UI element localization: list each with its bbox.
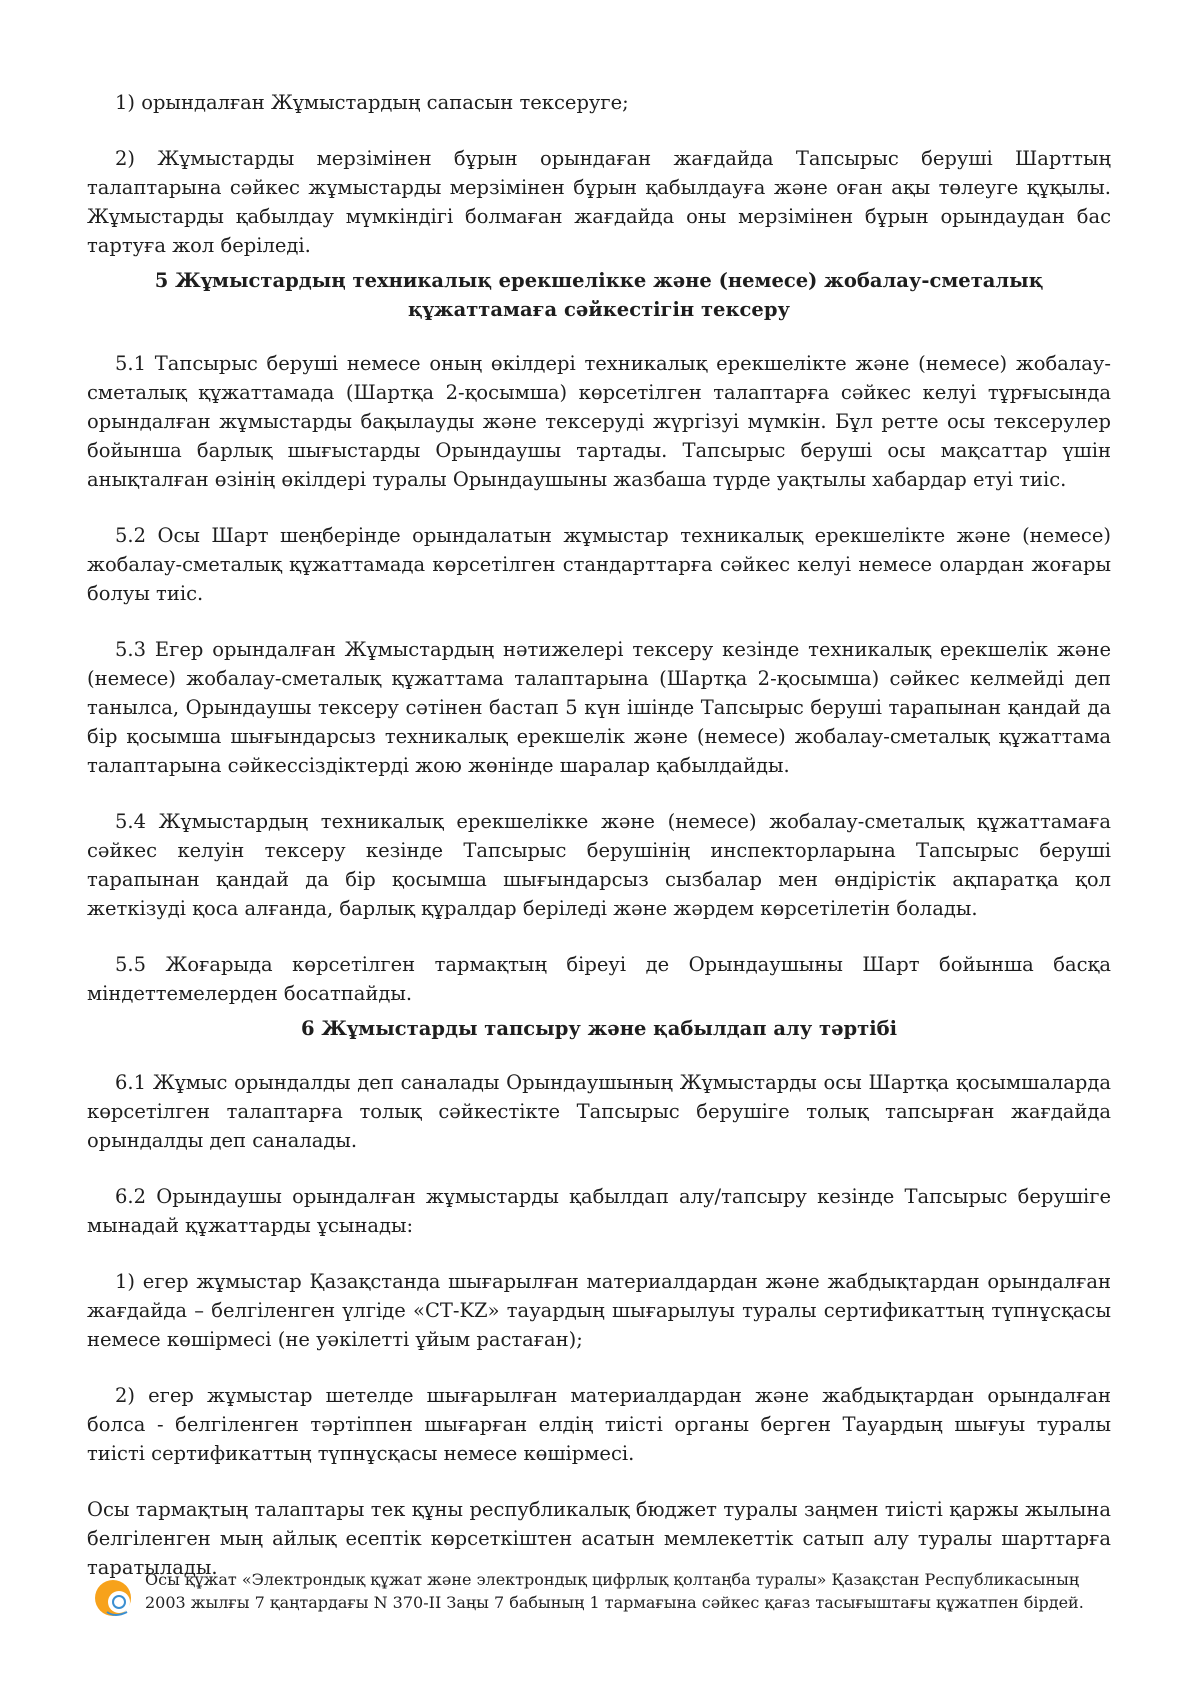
- paragraph-5-3: 5.3 Егер орындалған Жұмыстардың нәтижелері тексеру кезінде техникалық ерекшелік және (немесе) жобалау-сметалық құжаттама талаптарына (Шартқа 2-қосымша) сәйкес келмейді деп танылса, Орындаушы тексеру сәтінен бастап 5 күн ішінде Тапсырыс беруші тарапынан қандай да бір қосымша шығындарсыз техникалық ерекшелік және (немесе) жобалау-сметалық құжаттама талаптарына сәйкессіздіктерді жою жөнінде шаралар қабылдайды.: [87, 638, 1111, 777]
- paragraph-5-1: 5.1 Тапсырыс беруші немесе оның өкілдері техникалық ерекшелікте және (немесе) жобалау-сметалық құжаттамада (Шартқа 2-қосымша) көрсетілген талаптарға сәйкес келуі тұрғысында орындалған жұмыстарды бақылауды және тексеруді жүргізуі мүмкін. Бұл ретте осы тексерулер бойынша барлық шығыстарды Орындаушы тартады. Тапсырыс беруші осы мақсаттар үшін анықталған өзінің өкілдері туралы Орындаушыны жазбаша түрде уақтылы хабардар етуі тиіс.: [87, 352, 1111, 491]
- list-item-2: 2) егер жұмыстар шетелде шығарылған материалдардан және жабдықтардан орындалған болса - белгіленген тәртіппен шығарған елдің тиісті органы берген Тауардың шығуы туралы тиісті сертификаттың түпнұсқасы немесе көшірмесі.: [87, 1384, 1111, 1465]
- section-6-heading: 6 Жұмыстарды тапсыру және қабылдап алу тәртібі: [300, 1017, 898, 1040]
- paragraph-5-2: 5.2 Осы Шарт шеңберінде орындалатын жұмыстар техникалық ерекшелікте және (немесе) жобалау-сметалық құжаттамада көрсетілген стандарттарға сәйкес келуі немесе олардан жоғары болуы тиіс.: [87, 524, 1111, 605]
- list-item-1: 1) егер жұмыстар Қазақстанда шығарылған материалдардан және жабдықтардан орындалған жағдайда – белгіленген үлгіде «СТ-KZ» тауардың шығарылуы туралы сертификаттың түпнұсқасы немесе көшірмесі (не уәкілетті ұйым растаған);: [87, 1270, 1111, 1351]
- paragraph-early-completion: 2) Жұмыстарды мерзімінен бұрын орындаған жағдайда Тапсырыс беруші Шарттың талаптарына сәйкес жұмыстарды мерзімінен бұрын қабылдауға және оған ақы төлеуге құқылы. Жұмыстарды қабылдау мүмкіндігі болмаған жағдайда оны мерзімінен бұрын орындаудан бас тартуға жол беріледі.: [87, 147, 1111, 257]
- footer-legal-text: Осы құжат «Электрондық құжат және электрондық цифрлық қолтаңба туралы» Қазақстан Республикасының 2003 жылғы 7 қаңтардағы N 370-II Заңы 7 бабының 1 тармағына сәйкес қағаз тасығыштағы құжатпен бірдей.: [145, 1570, 1084, 1612]
- egov-sun-logo-icon: [93, 1578, 139, 1624]
- paragraph-5-4: 5.4 Жұмыстардың техникалық ерекшелікке және (немесе) жобалау-сметалық құжаттамаға сәйкес келуін тексеру кезінде Тапсырыс берушінің инспекторларына Тапсырыс беруші тарапынан қандай да бір қосымша шығындарсыз сызбалар мен өндірістік ақпаратқа қол жеткізуді қоса алғанда, барлық құралдар беріледі және жәрдем көрсетілетін болады.: [87, 810, 1111, 920]
- paragraph-check-quality: 1) орындалған Жұмыстардың сапасын тексеруге;: [115, 91, 629, 114]
- document-page: [87, 88, 1111, 1582]
- paragraph-6-1: 6.1 Жұмыс орындалды деп саналады Орындаушының Жұмыстарды осы Шартқа қосымшаларда көрсетілген талаптарға толық сәйкестікте Тапсырыс берушіге толық тапсырған жағдайда орындалды деп саналады.: [87, 1071, 1111, 1152]
- paragraph-6-2: 6.2 Орындаушы орындалған жұмыстарды қабылдап алу/тапсыру кезінде Тапсырыс берушіге мынадай құжаттарды ұсынады:: [87, 1185, 1111, 1237]
- paragraph-5-5: 5.5 Жоғарыда көрсетілген тармақтың біреуі де Орындаушыны Шарт бойынша басқа міндеттемелерден босатпайды.: [87, 953, 1111, 1005]
- paragraph-closing: Осы тармақтың талаптары тек құны республикалық бюджет туралы заңмен тиісті қаржы жылына белгіленген мың айлық есептік көрсеткіштен асатын мемлекеттік сатып алу туралы шарттарға таратылады.: [87, 1498, 1111, 1579]
- document-footer: [87, 1568, 1111, 1658]
- section-5-heading: 5 Жұмыстардың техникалық ерекшелікке және (немесе) жобалау-сметалық құжаттамаға сәйкестігін тексеру: [154, 269, 1044, 321]
